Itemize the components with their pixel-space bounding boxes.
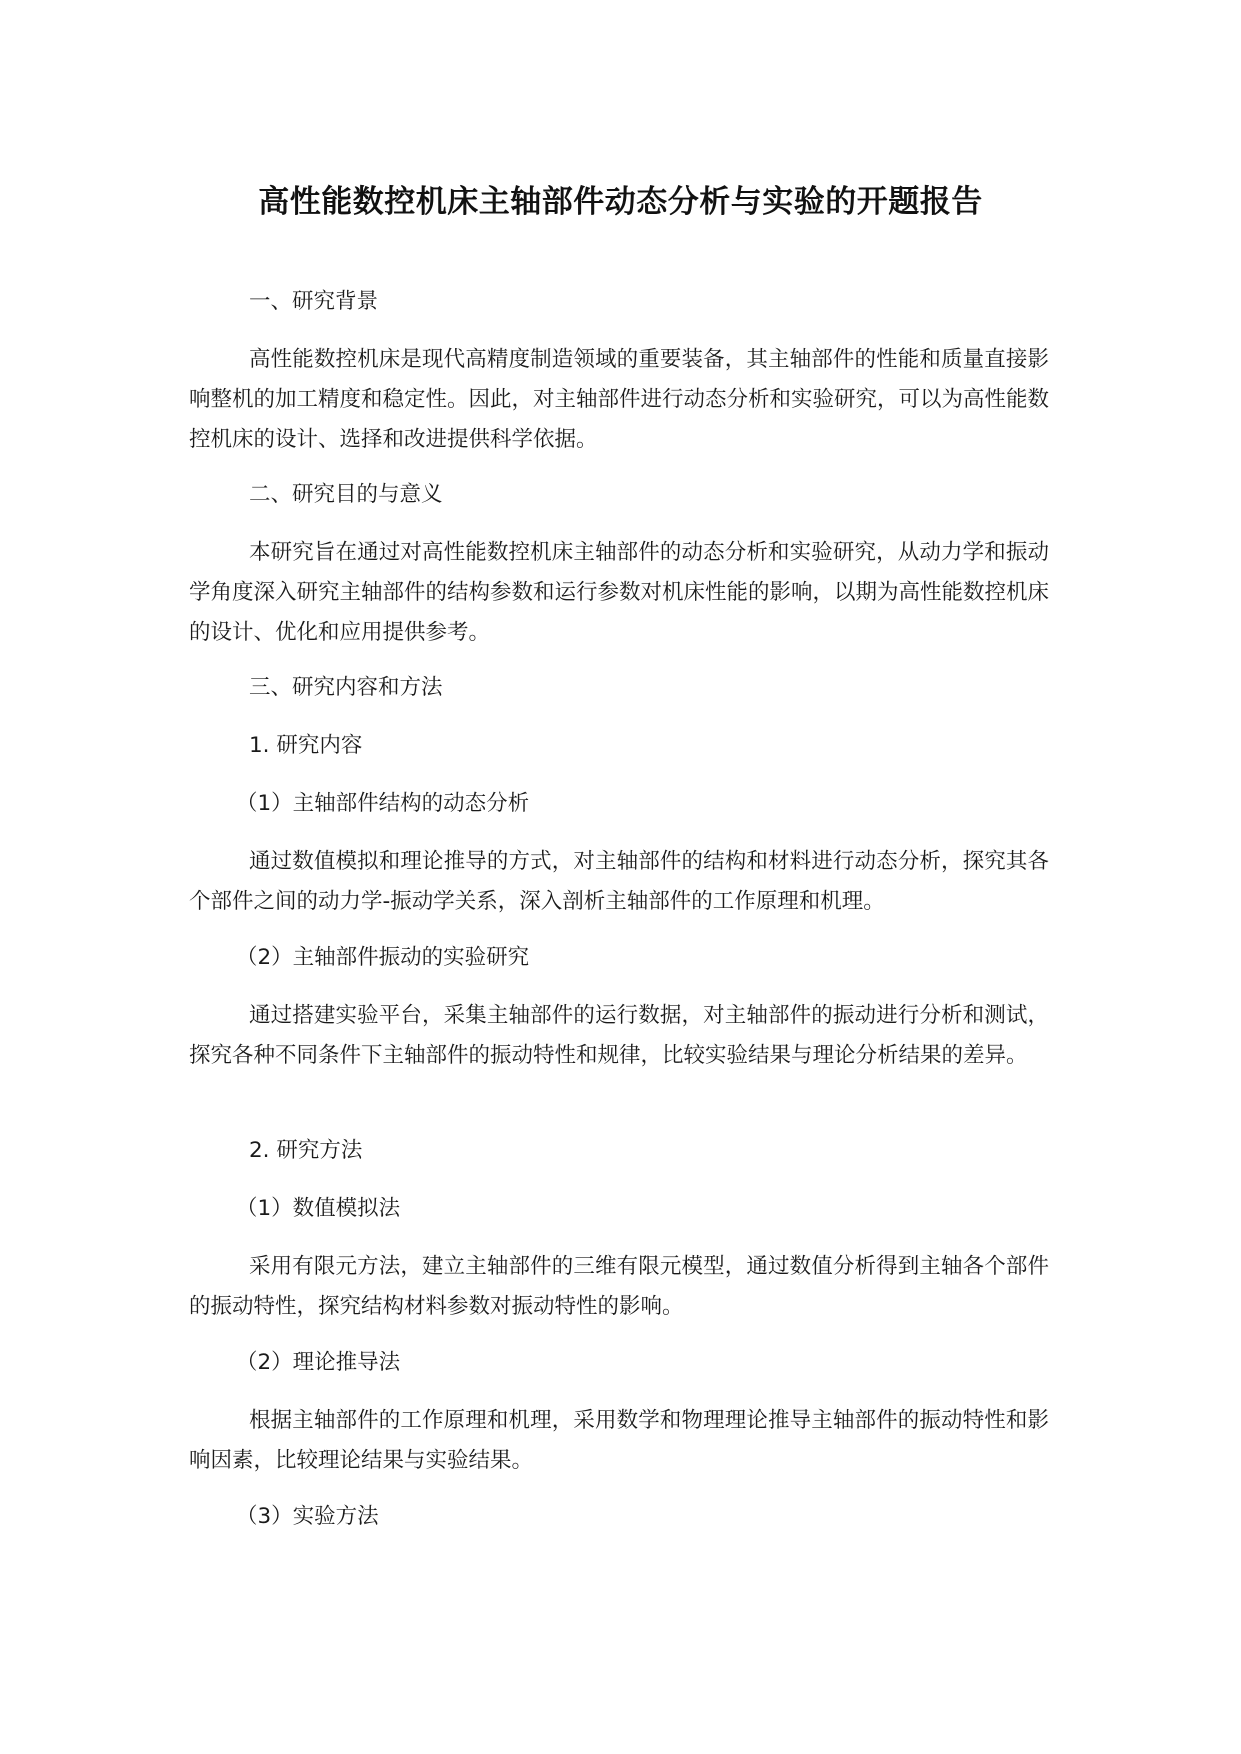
subheading-experimental-method: （3）实验方法 — [236, 1504, 379, 1529]
paragraph-numerical-simulation: 采用有限元方法，建立主轴部件的三维有限元模型，通过数值分析得到主轴各个部件的振动特性，探究结构材料参数对振动特性的影响。 — [189, 1254, 1049, 1319]
paragraph-background: 高性能数控机床是现代高精度制造领域的重要装备，其主轴部件的性能和质量直接影响整机的加工精度和稳定性。因此，对主轴部件进行动态分析和实验研究，可以为高性能数控机床的设计、选择和改进提供科学依据。 — [189, 347, 1050, 452]
subheading-dynamic-analysis: （1）主轴部件结构的动态分析 — [236, 791, 530, 816]
section-heading-purpose: 二、研究目的与意义 — [249, 482, 443, 507]
section-heading-content-method: 三、研究内容和方法 — [249, 675, 443, 700]
paragraph-theoretical-derivation: 根据主轴部件的工作原理和机理，采用数学和物理理论推导主轴部件的振动特性和影响因素，比较理论结果与实验结果。 — [189, 1408, 1049, 1473]
paragraph-dynamic-analysis: 通过数值模拟和理论推导的方式，对主轴部件的结构和材料进行动态分析，探究其各个部件之间的动力学-振动学关系，深入剖析主轴部件的工作原理和机理。 — [189, 849, 1049, 914]
subheading-research-content: 1. 研究内容 — [249, 733, 363, 758]
paragraph-purpose: 本研究旨在通过对高性能数控机床主轴部件的动态分析和实验研究，从动力学和振动学角度深入研究主轴部件的结构参数和运行参数对机床性能的影响，以期为高性能数控机床的设计、优化和应用提供参考。 — [189, 540, 1050, 645]
subheading-vibration-experiment: （2）主轴部件振动的实验研究 — [236, 945, 530, 970]
subheading-theoretical-derivation: （2）理论推导法 — [236, 1350, 401, 1375]
subheading-numerical-simulation: （1）数值模拟法 — [236, 1196, 401, 1221]
paragraph-vibration-experiment: 通过搭建实验平台，采集主轴部件的运行数据，对主轴部件的振动进行分析和测试，探究各种不同条件下主轴部件的振动特性和规律，比较实验结果与理论分析结果的差异。 — [189, 1003, 1049, 1068]
section-heading-background: 一、研究背景 — [249, 289, 379, 314]
subheading-research-method: 2. 研究方法 — [249, 1138, 363, 1163]
document-title: 高性能数控机床主轴部件动态分析与实验的开题报告 — [258, 184, 983, 220]
